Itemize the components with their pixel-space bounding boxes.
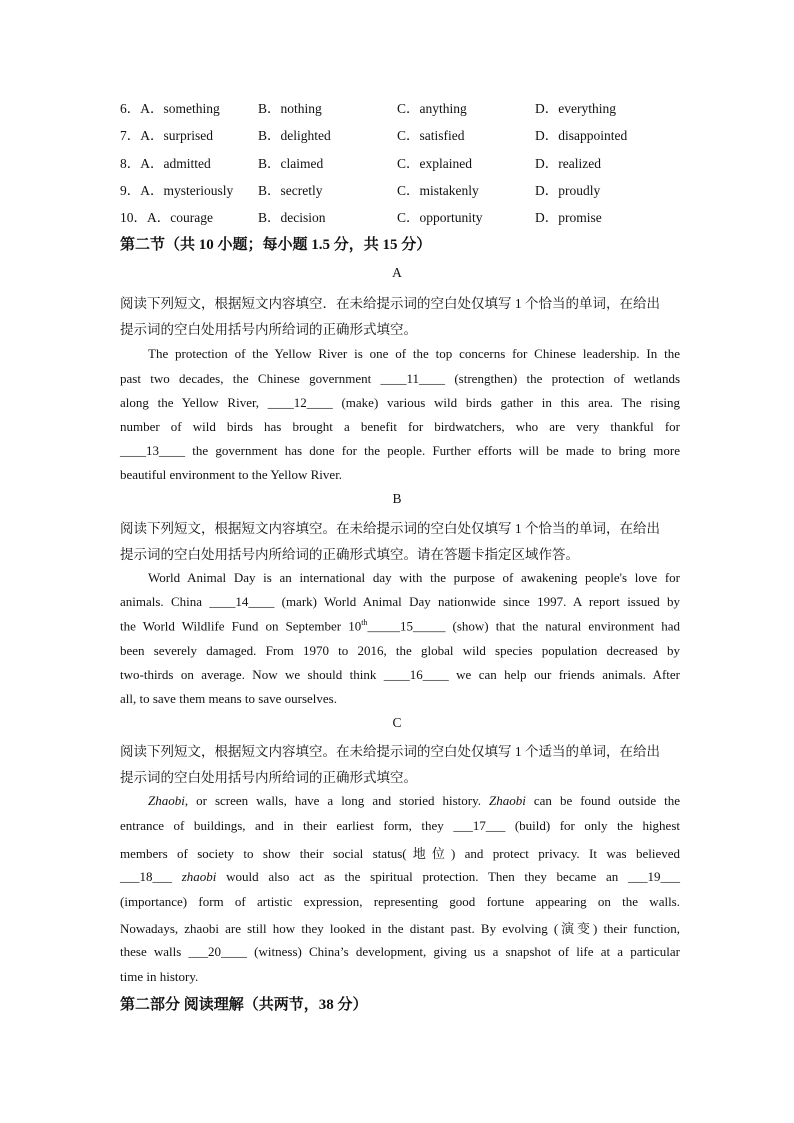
option-b: B．secretly [258,183,323,198]
blank-13: ____13____ [120,443,185,458]
option-row-10 [0,206,794,226]
text: (build) for only the highest [505,818,680,833]
text: the World Wildlife Fund on September 10 [120,618,362,634]
passage-c-line-4 [120,869,680,885]
passage-a-line-2 [120,371,680,387]
passage-c-line-5: (importance) form of artistic expression, representing good fortune appearing on the walls. [120,894,680,909]
option-a-text: A．admitted [140,156,211,171]
option-c: C．mistakenly [397,183,479,198]
passage-c-instruction-line-2: 提示词的空白处用括号内所给词的正确形式填空。 [120,770,417,785]
text: (witness) China’s development, giving us a snapshot of life at a particular [247,944,680,959]
passage-b-line-5 [120,667,680,683]
part-2-title: 第二部分 阅读理解（共两节，38 分） [120,997,368,1013]
option-d: D．disappointed [535,128,628,143]
question-number: 10． [120,210,147,225]
option-d: D．everything [535,101,616,116]
passage-a-line-4: number of wild birds has brought a benefit for birdwatchers, who are very thankful for [120,419,680,434]
italic-term: Zhaobi [489,793,526,808]
text: (show) that the natural environment had [445,618,680,634]
text: past two decades, the Chinese government [120,371,381,386]
passage-c-instruction-line-1: 阅读下列短文，根据短文内容填空。在未给提示词的空白处仅填写 1 个适当的单词，在给出 [120,744,660,759]
option-a [120,206,213,226]
text: (make) various wild birds gather in this area. The rising [332,395,680,410]
option-row-6 [0,97,794,117]
text: would also act as the spiritual protection. Then they became an [216,869,629,884]
text: two-thirds on average. Now we should think [120,667,384,682]
passage-a-line-3 [120,395,680,411]
passage-b-instruction-line-1: 阅读下列短文，根据短文内容填空。在未给提示词的空白处仅填写 1 个恰当的单词，在给出 [120,521,660,536]
text: these walls [120,944,189,959]
text: can be found outside the [525,793,681,808]
question-number: 9． [120,183,141,198]
text: the government has done for the people. Further efforts will be made to bring more [185,443,680,458]
option-a-text: A．something [140,101,220,116]
section-2-title: 第二节（共 10 小题；每小题 1.5 分，共 15 分） [120,237,432,253]
passage-c-line-6: Nowadays, zhaobi are still how they looked in the distant past. By evolving (演变) their function, [120,921,680,936]
option-a [120,152,211,172]
passage-a-instruction-line-1: 阅读下列短文，根据短文内容填空．在未给提示词的空白处仅填写 1 个恰当的单词，在给出 [120,296,660,311]
text: entrance of buildings, and in their earliest form, they [120,818,454,833]
option-a-text: A．surprised [140,128,213,143]
passage-a-label: A [392,265,402,280]
passage-c-line-2 [120,818,680,834]
passage-c-line-3: members of society to show their social status(地位) and protect privacy. It was believed [120,846,680,861]
italic-term: zhaobi [172,869,217,884]
passage-c-label: C [392,715,402,730]
passage-a-line-6: beautiful environment to the Yellow River. [120,467,343,482]
blank-14: ____14____ [209,594,275,609]
question-number: 7． [120,128,141,143]
text: we can help our friends animals. After [448,667,680,682]
blank-19: ___19___ [628,869,681,884]
passage-b-line-6: all, to save them means to save ourselves. [120,691,337,706]
option-a [120,97,220,117]
blank-11: ____11____ [380,371,446,386]
text: along the Yellow River, [120,395,268,410]
text: animals. China [120,594,210,609]
blank-12: ____12____ [267,395,333,410]
text: (mark) World Animal Day nationwide since 1997. A report issued by [274,594,680,609]
italic-term: Zhaobi [148,793,185,808]
option-b: B．delighted [258,128,331,143]
passage-b-line-4: been severely damaged. From 1970 to 2016, the global wild species population decreased by [120,643,680,658]
passage-b-label: B [392,491,402,506]
blank-18: ___18___ [120,869,172,884]
option-row-7 [0,124,794,144]
option-d: D．realized [535,156,601,171]
passage-a-line-1: The protection of the Yellow River is one of the top concerns for Chinese leadership. In the [148,346,680,361]
passage-b-instruction-line-2: 提示词的空白处用括号内所给词的正确形式填空。请在答题卡指定区域作答。 [120,547,579,562]
passage-b-line-1: World Animal Day is an international day with the purpose of awakening people's love for [148,570,680,585]
passage-b-line-3 [120,618,680,634]
option-d: D．proudly [535,183,601,198]
passage-a-line-5 [120,443,680,459]
option-b: B．decision [258,210,326,225]
blank-17: ___17___ [453,818,506,833]
passage-a-instruction-line-2: 提示词的空白处用括号内所给词的正确形式填空。 [120,322,417,337]
text: , or screen walls, have a long and storied history. [184,793,490,808]
option-c: C．explained [397,156,472,171]
passage-b-line-2 [120,594,680,610]
option-a [120,124,213,144]
option-b: B．claimed [258,156,324,171]
option-c: C．anything [397,101,467,116]
option-b: B．nothing [258,101,322,116]
blank-20: ___20____ [188,944,247,959]
option-c: C．opportunity [397,210,483,225]
question-number: 8． [120,156,141,171]
option-row-8 [0,152,794,172]
option-a-text: A．mysteriously [140,183,234,198]
superscript: th [361,618,368,627]
option-d: D．promise [535,210,602,225]
option-row-9 [0,179,794,199]
option-c: C．satisfied [397,128,465,143]
question-number: 6． [120,101,141,116]
option-a-text: A．courage [147,210,213,225]
blank-16: ____16____ [383,667,449,682]
passage-c-line-1 [148,793,680,809]
passage-c-line-8: time in history. [120,969,199,984]
option-a [120,179,233,199]
passage-c-line-7 [120,944,680,960]
text: (strengthen) the protection of wetlands [445,371,681,386]
blank-15: _____15_____ [367,618,446,634]
